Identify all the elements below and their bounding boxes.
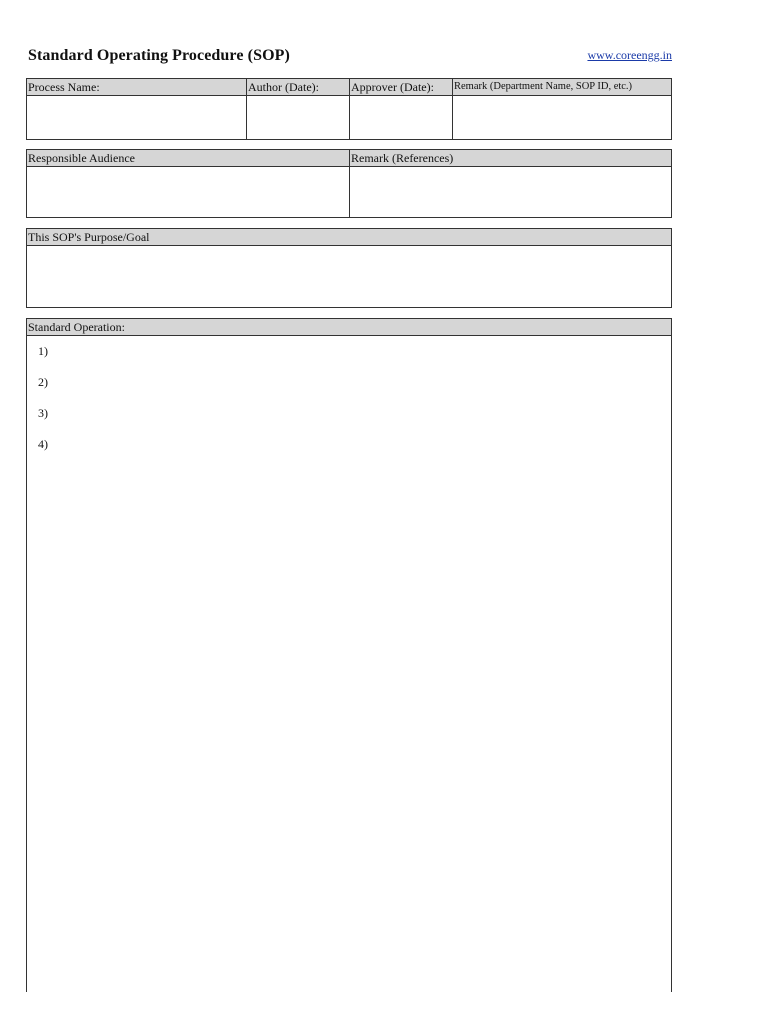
operation-step[interactable]: 4) <box>38 437 48 451</box>
operation-step[interactable]: 2) <box>38 375 48 389</box>
remark-references-field[interactable] <box>350 167 671 217</box>
purpose-table <box>26 228 672 308</box>
responsible-audience-field[interactable] <box>27 167 350 217</box>
purpose-header-row <box>27 229 671 246</box>
process-name-header: Process Name: <box>27 79 247 95</box>
process-info-input-row <box>27 96 671 139</box>
remark-references-header: Remark (References) <box>351 151 454 165</box>
purpose-input-row <box>27 246 671 307</box>
document-title: Standard Operating Procedure (SOP) <box>28 47 290 64</box>
author-date-header: Author (Date): <box>247 79 350 95</box>
audience-input-row <box>27 167 671 217</box>
process-info-table <box>26 78 672 140</box>
operation-step[interactable]: 3) <box>38 406 48 420</box>
approver-date-header: Approver (Date): <box>350 79 453 95</box>
process-name-field[interactable] <box>27 96 247 139</box>
standard-operation-header: Standard Operation: <box>28 320 125 334</box>
website-link[interactable]: www.coreengg.in <box>587 48 672 62</box>
author-date-field[interactable] <box>247 96 350 139</box>
purpose-goal-field[interactable] <box>27 246 671 307</box>
standard-operation-table <box>26 318 672 992</box>
process-info-header-row <box>27 79 671 96</box>
responsible-audience-header: Responsible Audience <box>27 150 350 166</box>
audience-table <box>26 149 672 218</box>
remark-department-field[interactable] <box>453 96 671 139</box>
operation-steps-list[interactable] <box>27 336 671 468</box>
remark-department-header: Remark (Department Name, SOP ID, etc.) <box>454 81 633 92</box>
standard-operation-header-row <box>27 319 671 336</box>
approver-date-field[interactable] <box>350 96 453 139</box>
operation-step[interactable]: 1) <box>38 344 48 358</box>
audience-header-row <box>27 150 671 167</box>
purpose-goal-header: This SOP's Purpose/Goal <box>28 230 150 244</box>
